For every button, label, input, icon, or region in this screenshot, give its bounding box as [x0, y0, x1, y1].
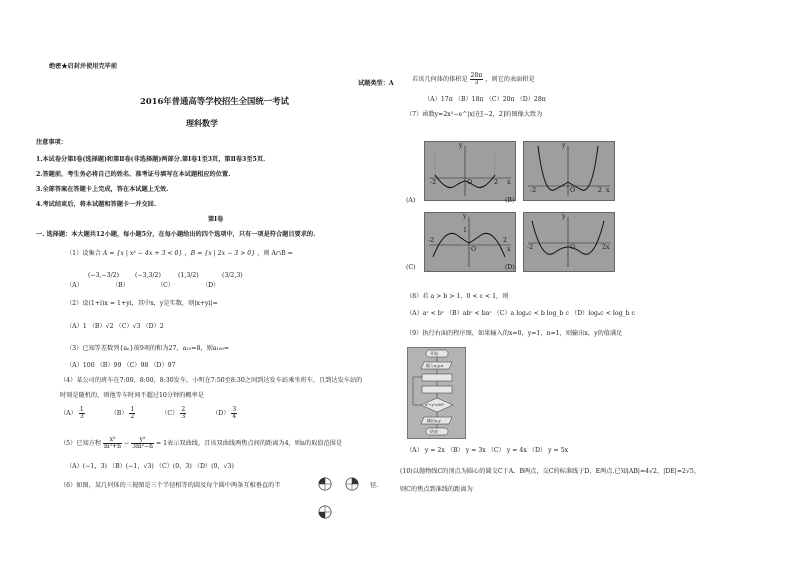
q9-flow-start: 开始	[430, 351, 438, 356]
q6-volume-den: 3	[474, 79, 479, 86]
q6-volume-frac	[470, 73, 484, 86]
q6-side-view-icon	[345, 477, 359, 491]
q6-stem-cont	[412, 73, 535, 86]
q7-graph-c-plot	[425, 213, 515, 271]
q5-frac-x-num: x²	[103, 437, 122, 444]
q7-graph-c-y-label: y	[463, 213, 467, 220]
q7-graph-c-x-label: x	[507, 246, 511, 253]
q1-stem-text: （1）设集合	[66, 250, 101, 257]
q7-graph-d-pos2: 2	[602, 244, 606, 251]
q9-stem: （9）执行右面的程序图，如果输入的x=0，y=1，n=1，则输出x，y的值满足	[406, 330, 623, 337]
q1-stem	[66, 250, 293, 257]
q10-line1: (10)以抛物线C的顶点为圆心的圆交C于A、B两点，交C的标准线于D、E两点.已知|AB|=4√2，|DE|=2√5，	[400, 468, 701, 475]
q7-option-b: (B)	[505, 197, 515, 204]
q6-volume-num: 28π	[470, 72, 483, 79]
q4-frac-a	[79, 407, 85, 420]
q6-stem: （6）如图，某几何体的三视图是三个半径相等的圆及每个圆中两条互相垂直的半	[60, 482, 281, 489]
q7-graph-b-pos2: 2	[598, 187, 602, 194]
q5-options: （A）(−1，3) （B）(−1，√3) （C）(0，3) （D）(0，√3)	[66, 463, 234, 470]
q4-frac-b	[129, 407, 135, 420]
q6-top-view-icon	[318, 505, 332, 519]
q5-frac-y-den: 3m²−n	[132, 443, 153, 450]
q5-stem-post: = 1表示双曲线，且该双曲线两焦点间的距离为4，则n的取值范围是	[155, 440, 343, 447]
q4-frac-d-num: 3	[232, 406, 237, 413]
q7-graph-c	[424, 212, 516, 272]
q4-frac-c	[180, 407, 186, 420]
q7-graph-a-pos2: 2	[494, 179, 498, 186]
q5-frac-x	[103, 437, 122, 450]
q4-frac-d	[231, 407, 237, 420]
q1-option-a: （A）	[66, 282, 83, 289]
q8-stem: （8）若 a > b > 1，0 < c < 1，则	[406, 293, 509, 300]
q1-set-a: A = {x | x² − 4x + 3 < 0}	[102, 250, 183, 257]
q7-graph-b	[523, 141, 615, 201]
q4-frac-b-den: 2	[130, 413, 135, 420]
q7-graph-b-origin: O	[570, 187, 576, 194]
notes-heading: 注意事项：	[36, 139, 67, 146]
q7-graph-c-pos2: 2	[503, 237, 507, 244]
q1-option-b-value: (−3,3/2)	[135, 272, 161, 279]
q2-options: （A）1 （B）√2 （C）√3 （D）2	[66, 323, 164, 330]
q4-frac-a-den: 3	[79, 413, 84, 420]
q1-set-b: ，B = {x | 2x − 3 > 0}	[184, 250, 256, 257]
secret-label: 绝密★启封并使用完毕前	[49, 63, 118, 70]
q10-line2: 则C的焦点到准线的距离为	[400, 486, 473, 493]
subject-title: 理科数学	[186, 118, 218, 128]
q4-option-c: （C）	[161, 410, 179, 417]
q6-stem-tail: 径.	[370, 482, 379, 489]
question-type-label: 试题类型：A	[358, 80, 394, 87]
q5-frac-y	[131, 437, 154, 450]
q6-front-view-icon	[318, 477, 332, 491]
q1-option-c-value: (1,3/2)	[178, 272, 199, 279]
section-instruction: 一. 选择题：本大题共12小题，每小题5分，在每小题给出的四个选项中，只有一项是符合题目要求的.	[36, 231, 316, 238]
q7-graph-c-neg2: -2	[428, 237, 435, 244]
q5-frac-y-num: y²	[131, 437, 154, 444]
q1-option-c: （C）	[157, 282, 175, 289]
q4-frac-b-num: 1	[130, 406, 135, 413]
q7-option-a: (A)	[406, 197, 416, 204]
note-item-3: 3.全部答案在答题卡上完成，答在本试题上无效.	[36, 186, 169, 193]
q9-flow-end: 结束	[430, 429, 438, 434]
q9-flowchart-diagram	[408, 348, 465, 438]
q1-option-d-value: (3/2,3)	[222, 272, 243, 279]
q7-graph-d-origin: O	[570, 244, 576, 251]
q7-graph-a	[424, 141, 516, 201]
q1-option-b: （B）	[112, 282, 129, 289]
q1-tail: ，则 A∩B =	[257, 250, 293, 257]
q7-graph-a-y-label: y	[459, 142, 463, 149]
q3-stem: （3）已知等差数列{aₙ}前9项的和为27，a₁₀=8，则a₁₀₀=	[66, 345, 230, 352]
q4-option-b: （B）	[110, 410, 128, 417]
q4-frac-c-num: 2	[181, 406, 186, 413]
q9-flowchart	[407, 347, 466, 439]
q5-stem: （5）已知方程 $\frac{\text{x²}}{\text{m²+n}}$ − $\frac{\text{y²}}{\text{3m²−n}}$ = 1表示双曲线，且该双曲线两焦点间的距离为4，则n的取值范围是	[60, 436, 343, 450]
q7-graph-a-neg2: -2	[430, 179, 437, 186]
q4-options	[60, 407, 237, 420]
exam-title: 2016年普通高等学校招生全国统一考试	[140, 96, 289, 106]
note-item-1: 1.本试卷分第Ⅰ卷(选择题)和第Ⅱ卷(非选择题)两部分.第Ⅰ卷1至3页，第Ⅱ卷3至5页.	[36, 156, 266, 163]
q9-flow-output: 输出x,y	[427, 418, 441, 423]
q4-stem-line1: （4）某公司的班车在7:00，8:00，8:30发车，小明在7:50至8:30之间到达发车站乘坐班车，且到达发车站的	[60, 377, 363, 384]
q7-graph-d	[523, 212, 615, 272]
note-item-4: 4.考试结束后，将本试题和答题卡一并交回.	[36, 201, 156, 208]
q5-frac-x-den: m²+n	[104, 443, 122, 450]
q8-options: （A）aᶜ < bᶜ （B）abᶜ < baᶜ （C）a logₐc < b log_b c （D）logₐc < log_b c	[406, 310, 636, 317]
q7-graph-b-y-label: y	[562, 142, 566, 149]
q7-graph-d-plot	[524, 213, 614, 271]
q4-stem-line2: 时刻是随机的，则他等车时间不超过10分钟的概率是	[60, 392, 204, 399]
q7-option-d: (D)	[505, 264, 515, 271]
q7-graph-a-origin: O	[467, 179, 473, 186]
q6-volume-text: 若该几何体的体积是	[412, 76, 468, 83]
q2-stem: （2）设(1+i)x = 1+yi，其中x，y是实数，则|x+yi|=	[66, 300, 218, 307]
q7-graph-a-plot	[425, 142, 515, 200]
q9-flow-input: 输入x,y,n	[426, 363, 444, 368]
q7-graph-d-y-label: y	[562, 213, 566, 220]
q4-frac-a-num: 1	[79, 406, 84, 413]
q7-graph-c-origin: O	[471, 246, 477, 253]
q9-options: （A） y = 2x （B） y = 3x （C） y = 4x （D） y = 5x	[406, 447, 569, 454]
q7-graph-b-neg2: -2	[530, 187, 537, 194]
q7-graph-c-one: 1	[463, 227, 467, 234]
q1-option-d: （D）	[202, 282, 220, 289]
q3-options: （A）100 （B）99 （C）98 （D）97	[66, 362, 176, 369]
note-item-2: 2.答题前，考生务必将自己的姓名、准考证号填写在本试题相应的位置.	[36, 171, 231, 178]
q7-graph-d-neg2: -2	[527, 244, 534, 251]
q9-flow-condition: x²+y²≥36?	[425, 403, 445, 407]
q4-frac-d-den: 4	[232, 413, 237, 420]
q7-graph-b-x-label: x	[606, 187, 610, 194]
q5-stem-pre: （5）已知方程	[60, 440, 102, 447]
q7-graph-a-x-label: x	[507, 179, 511, 186]
q7-stem: （7）函数y=2x²−e^|x|在[−2，2]的图像大致为	[406, 111, 543, 118]
q6-surface-text: ，则它的表面积是	[485, 76, 535, 83]
q4-option-d: （D）	[212, 410, 230, 417]
q4-frac-c-den: 3	[181, 413, 186, 420]
q7-graph-d-x-label: x	[606, 244, 610, 251]
q1-option-a-value: (−3,−3/2)	[88, 272, 120, 279]
q7-option-c: (C)	[406, 264, 416, 271]
q4-option-a: （A）	[60, 410, 77, 417]
q6-options: （A）17π （B）18π （C）20π （D）28π	[424, 96, 546, 103]
section-label: 第Ⅰ卷	[208, 216, 224, 223]
